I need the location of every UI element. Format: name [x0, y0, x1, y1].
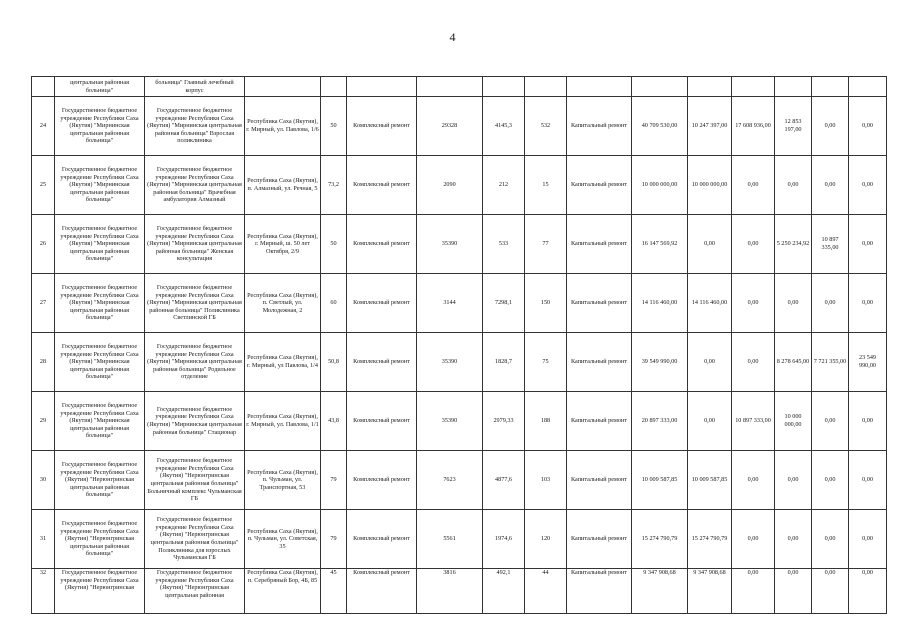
cell-y5: 0,00 — [849, 451, 887, 510]
cell-v1: 1974,6 — [483, 510, 525, 569]
cell-v2: 77 — [525, 215, 567, 274]
cell-v1: 212 — [483, 156, 525, 215]
cell-wear: 60 — [321, 274, 347, 333]
cell-y4: 0,00 — [812, 274, 849, 333]
cell-v2: 103 — [525, 451, 567, 510]
cell-num: 24 — [32, 97, 55, 156]
cell-kind: Капитальный ремонт — [567, 97, 632, 156]
cell-y3: 8 278 645,00 — [775, 333, 812, 392]
table-cell — [812, 77, 849, 97]
cell-org: Государственное бюджетное учреждение Республики Саха (Якутия) "Нерюнгринская — [55, 569, 145, 614]
cell-total: 20 897 333,00 — [632, 392, 688, 451]
cell-v1: 492,1 — [483, 569, 525, 614]
cell-num: 28 — [32, 333, 55, 392]
cell-v2: 150 — [525, 274, 567, 333]
cell-obj: Государственное бюджетное учреждение Республики Саха (Якутия) "Мирнинская центральная районная больница" Стационар — [145, 392, 245, 451]
cell-y3: 0,00 — [775, 510, 812, 569]
cell-wear: 50 — [321, 215, 347, 274]
cell-org: Государственное бюджетное учреждение Республики Саха (Якутия) "Мирнинская центральная районная больница" — [55, 333, 145, 392]
cell-y2: 10 897 333,00 — [732, 392, 775, 451]
table-cell — [32, 77, 55, 97]
table-row — [32, 510, 887, 569]
table-cell — [417, 77, 483, 97]
cell-num: 27 — [32, 274, 55, 333]
cell-kind: Капитальный ремонт — [567, 510, 632, 569]
cell-area: 35390 — [417, 333, 483, 392]
cell-obj: Государственное бюджетное учреждение Республики Саха (Якутия) "Мирнинская центральная районная больница" Поликлиника Светлинской ГБ — [145, 274, 245, 333]
cell-y2: 0,00 — [732, 333, 775, 392]
table-row — [32, 569, 887, 614]
cell-org: Государственное бюджетное учреждение Республики Саха (Якутия) "Нерюнгринская центральная районная больница" — [55, 510, 145, 569]
page-number: 4 — [449, 30, 456, 44]
cell-obj: Государственное бюджетное учреждение Республики Саха (Якутия) "Нерюнгринская центральная районная больница" Больничный комплекс Чульманская ГБ — [145, 451, 245, 510]
cell-total: 10 009 587,85 — [632, 451, 688, 510]
cell-num: 31 — [32, 510, 55, 569]
cell-total: 14 116 460,00 — [632, 274, 688, 333]
cell-num: 30 — [32, 451, 55, 510]
table-row — [32, 392, 887, 451]
cell-org: Государственное бюджетное учреждение Республики Саха (Якутия) "Мирнинская центральная районная больница" — [55, 215, 145, 274]
cell-addr: Республика Саха (Якутия), г. Мирный, ул Павлова, 1/4 — [245, 333, 321, 392]
table-row — [32, 156, 887, 215]
cell-area: 7623 — [417, 451, 483, 510]
cell-total: 9 347 908,68 — [632, 569, 688, 614]
cell-type: Комплексный ремонт — [347, 510, 417, 569]
cell-y5: 0,00 — [849, 215, 887, 274]
cell-v1: 533 — [483, 215, 525, 274]
cell-wear: 50 — [321, 97, 347, 156]
cell-y3: 0,00 — [775, 451, 812, 510]
table-cell — [245, 77, 321, 97]
cell-y1: 10 000 000,00 — [688, 156, 732, 215]
cell-y2: 0,00 — [732, 569, 775, 614]
cell-kind: Капитальный ремонт — [567, 392, 632, 451]
cell-obj: Государственное бюджетное учреждение Республики Саха (Якутия) "Мирнинская центральная районная больница" Женская консультация — [145, 215, 245, 274]
cell-num: 25 — [32, 156, 55, 215]
table-cell — [732, 77, 775, 97]
cell-addr: Республика Саха (Якутия), г. Мирный, ул. Павлова, 1/6 — [245, 97, 321, 156]
cell-type: Комплексный ремонт — [347, 333, 417, 392]
cell-area: 35390 — [417, 215, 483, 274]
cell-wear: 50,8 — [321, 333, 347, 392]
cell-y5: 23 549 990,00 — [849, 333, 887, 392]
cell-y5: 0,00 — [849, 392, 887, 451]
cell-obj: Государственное бюджетное учреждение Республики Саха (Якутия) "Мирнинская центральная районная больница" Родильное отделение — [145, 333, 245, 392]
cell-y5: 0,00 — [849, 569, 887, 614]
cell-y4: 7 721 355,00 — [812, 333, 849, 392]
cell-y4: 0,00 — [812, 156, 849, 215]
cell-org: Государственное бюджетное учреждение Республики Саха (Якутия) "Нерюнгринская центральная районная больница" — [55, 451, 145, 510]
table-row — [32, 274, 887, 333]
cell-y2: 0,00 — [732, 274, 775, 333]
cell-v2: 188 — [525, 392, 567, 451]
table-cell: центральная районная больница" — [55, 77, 145, 97]
cell-y2: 17 608 936,00 — [732, 97, 775, 156]
table-row — [32, 77, 887, 97]
cell-type: Комплексный ремонт — [347, 97, 417, 156]
cell-wear: 43,8 — [321, 392, 347, 451]
cell-addr: Республика Саха (Якутия), г. Мирный, ул. Павлова, 1/1 — [245, 392, 321, 451]
cell-kind: Капитальный ремонт — [567, 215, 632, 274]
cell-wear: 73,2 — [321, 156, 347, 215]
cell-area: 2090 — [417, 156, 483, 215]
cell-type: Комплексный ремонт — [347, 156, 417, 215]
cell-v2: 44 — [525, 569, 567, 614]
cell-area: 35390 — [417, 392, 483, 451]
cell-wear: 45 — [321, 569, 347, 614]
cell-y4: 10 897 335,00 — [812, 215, 849, 274]
cell-obj: Государственное бюджетное учреждение Республики Саха (Якутия) "Нерюнгринская центральная районная — [145, 569, 245, 614]
repair-program-table — [31, 76, 887, 614]
cell-y3: 12 853 197,00 — [775, 97, 812, 156]
cell-y4: 0,00 — [812, 97, 849, 156]
cell-addr: Республика Саха (Якутия), п. Чульман, ул. Транспортная, 53 — [245, 451, 321, 510]
cell-y1: 10 247 397,00 — [688, 97, 732, 156]
table-row — [32, 333, 887, 392]
cell-total: 10 000 000,00 — [632, 156, 688, 215]
cell-y1: 15 274 790,79 — [688, 510, 732, 569]
cell-area: 3816 — [417, 569, 483, 614]
cell-v1: 4877,6 — [483, 451, 525, 510]
cell-v1: 2979,33 — [483, 392, 525, 451]
cell-addr: Республика Саха (Якутия), п. Алмазный, ул. Речная, 5 — [245, 156, 321, 215]
table-cell — [347, 77, 417, 97]
cell-area: 5561 — [417, 510, 483, 569]
cell-v2: 532 — [525, 97, 567, 156]
cell-v1: 1828,7 — [483, 333, 525, 392]
cell-org: Государственное бюджетное учреждение Республики Саха (Якутия) "Мирнинская центральная районная больница" — [55, 97, 145, 156]
cell-org: Государственное бюджетное учреждение Республики Саха (Якутия) "Мирнинская центральная районная больница" — [55, 392, 145, 451]
cell-y5: 0,00 — [849, 97, 887, 156]
cell-y4: 0,00 — [812, 451, 849, 510]
cell-obj: Государственное бюджетное учреждение Республики Саха (Якутия) "Нерюнгринская центральная районная больница" Поликлиника для взрослых Чульманская ГБ — [145, 510, 245, 569]
cell-y3: 5 250 234,92 — [775, 215, 812, 274]
cell-y1: 0,00 — [688, 392, 732, 451]
cell-org: Государственное бюджетное учреждение Республики Саха (Якутия) "Мирнинская центральная районная больница" — [55, 274, 145, 333]
cell-y1: 9 347 908,68 — [688, 569, 732, 614]
cell-kind: Капитальный ремонт — [567, 274, 632, 333]
cell-area: 29328 — [417, 97, 483, 156]
cell-total: 39 549 990,00 — [632, 333, 688, 392]
table-cell — [321, 77, 347, 97]
cell-num: 26 — [32, 215, 55, 274]
cell-wear: 79 — [321, 451, 347, 510]
cell-type: Комплексный ремонт — [347, 392, 417, 451]
cell-wear: 79 — [321, 510, 347, 569]
table-row — [32, 97, 887, 156]
cell-num: 29 — [32, 392, 55, 451]
cell-addr: Республика Саха (Якутия), п. Светлый, ул. Молодежная, 2 — [245, 274, 321, 333]
cell-y3: 0,00 — [775, 156, 812, 215]
cell-v1: 7298,1 — [483, 274, 525, 333]
cell-y2: 0,00 — [732, 451, 775, 510]
cell-y4: 0,00 — [812, 510, 849, 569]
cell-y5: 0,00 — [849, 156, 887, 215]
cell-y3: 0,00 — [775, 569, 812, 614]
table-cell — [525, 77, 567, 97]
cell-y4: 0,00 — [812, 569, 849, 614]
cell-v1: 4145,3 — [483, 97, 525, 156]
cell-y1: 0,00 — [688, 215, 732, 274]
cell-org: Государственное бюджетное учреждение Республики Саха (Якутия) "Мирнинская центральная районная больница" — [55, 156, 145, 215]
cell-kind: Капитальный ремонт — [567, 156, 632, 215]
cell-obj: Государственное бюджетное учреждение Республики Саха (Якутия) "Мирнинская центральная районная больница" Врачебная амбулатория Алмазный — [145, 156, 245, 215]
cell-y5: 0,00 — [849, 510, 887, 569]
cell-type: Комплексный ремонт — [347, 569, 417, 614]
cell-y1: 0,00 — [688, 333, 732, 392]
cell-kind: Капитальный ремонт — [567, 451, 632, 510]
cell-kind: Капитальный ремонт — [567, 569, 632, 614]
cell-type: Комплексный ремонт — [347, 274, 417, 333]
cell-area: 3144 — [417, 274, 483, 333]
cell-total: 16 147 569,92 — [632, 215, 688, 274]
cell-y3: 10 000 000,00 — [775, 392, 812, 451]
table-cell — [688, 77, 732, 97]
cell-addr: Республика Саха (Якутия), п. Серебряный Бор, 4Б, 85 — [245, 569, 321, 614]
cell-y2: 0,00 — [732, 156, 775, 215]
cell-v2: 120 — [525, 510, 567, 569]
table-cell — [775, 77, 812, 97]
table-cell: больница" Главный лечебный корпус — [145, 77, 245, 97]
cell-y2: 0,00 — [732, 510, 775, 569]
cell-obj: Государственное бюджетное учреждение Республики Саха (Якутия) "Мирнинская центральная районная больница" Взрослая поликлиника — [145, 97, 245, 156]
cell-addr: Республика Саха (Якутия), г. Мирный, ш. 50 лет Октября, 2/9 — [245, 215, 321, 274]
cell-type: Комплексный ремонт — [347, 215, 417, 274]
cell-v2: 15 — [525, 156, 567, 215]
cell-y4: 0,00 — [812, 392, 849, 451]
table-cell — [849, 77, 887, 97]
cell-num: 32 — [32, 569, 55, 614]
table-row — [32, 451, 887, 510]
cell-type: Комплексный ремонт — [347, 451, 417, 510]
cell-kind: Капитальный ремонт — [567, 333, 632, 392]
table-cell — [567, 77, 632, 97]
cell-total: 40 709 530,00 — [632, 97, 688, 156]
cell-y2: 0,00 — [732, 215, 775, 274]
cell-total: 15 274 790,79 — [632, 510, 688, 569]
cell-y1: 14 116 460,00 — [688, 274, 732, 333]
cell-y1: 10 009 587,85 — [688, 451, 732, 510]
cell-y5: 0,00 — [849, 274, 887, 333]
table-row — [32, 215, 887, 274]
cell-addr: Республика Саха (Якутия), п. Чульман, ул. Советская, 35 — [245, 510, 321, 569]
table-cell — [483, 77, 525, 97]
table-cell — [632, 77, 688, 97]
cell-y3: 0,00 — [775, 274, 812, 333]
cell-v2: 75 — [525, 333, 567, 392]
